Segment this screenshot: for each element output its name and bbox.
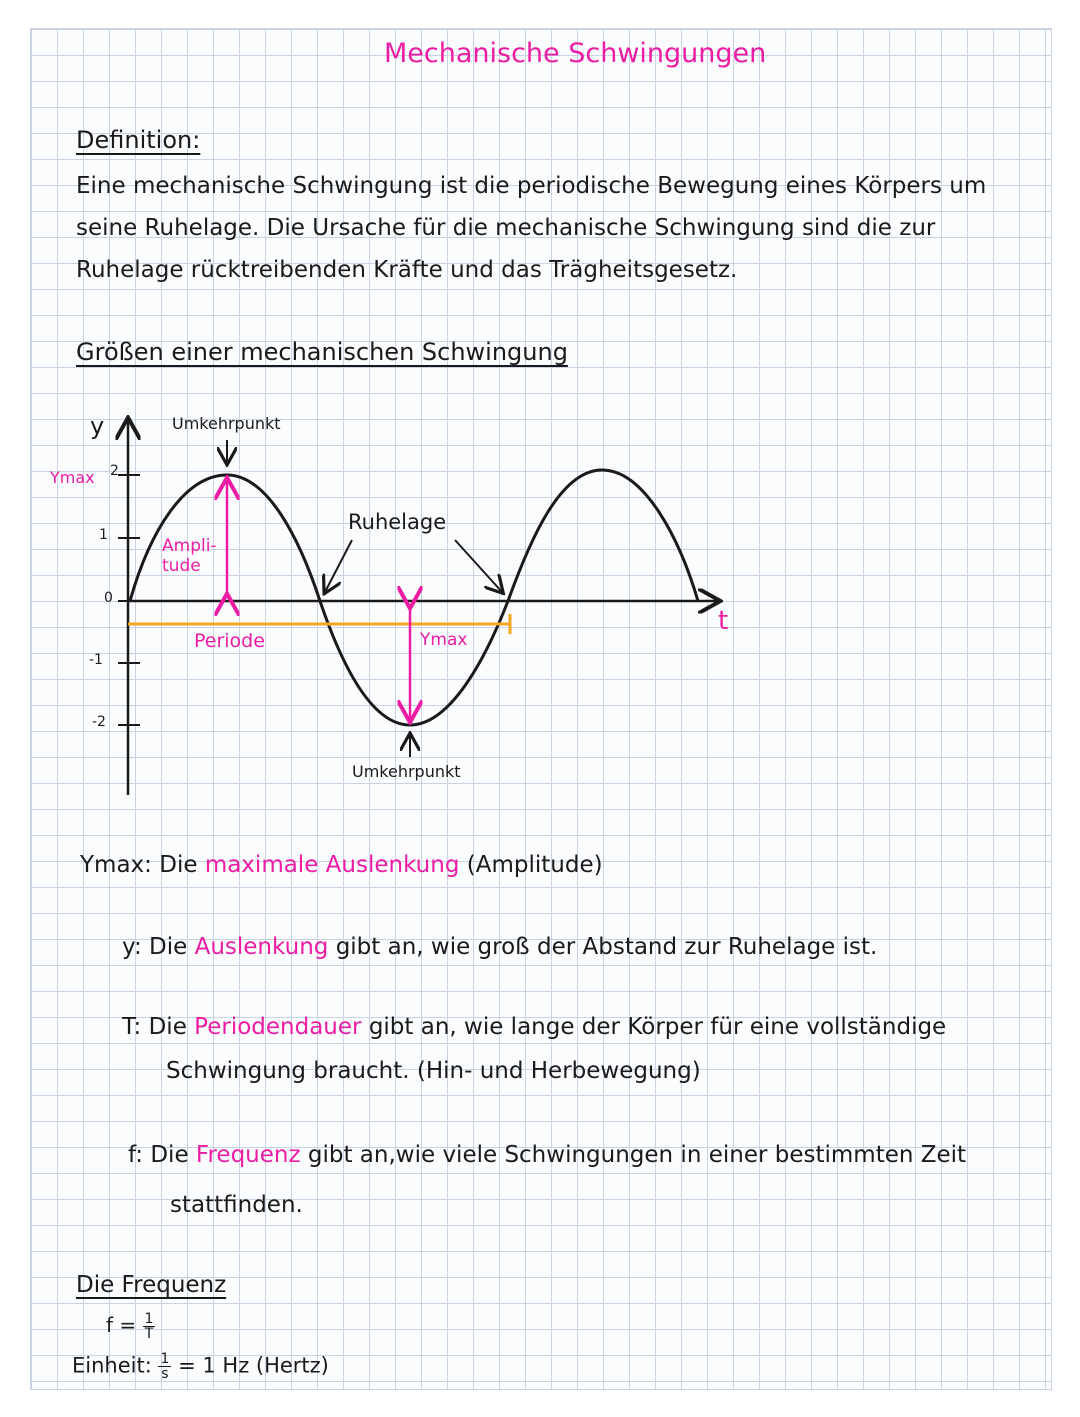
rest-arrow-left xyxy=(325,540,352,592)
frequency-heading: Die Frequenz xyxy=(76,1272,227,1298)
def-f-line-2: stattfinden. xyxy=(170,1192,303,1218)
unit-denominator: s xyxy=(161,1366,169,1382)
def-f xyxy=(128,1142,966,1168)
def-f-symbol: f xyxy=(128,1142,136,1168)
definition-line-2: seine Ruhelage. Die Ursache für die mechanische Schwingung sind die zur xyxy=(76,215,936,241)
amplitude-label-line-2: tude xyxy=(162,556,201,576)
def-f-colon: : xyxy=(135,1142,144,1168)
def-f-post: gibt an,wie viele Schwingungen in einer bestimmten Zeit xyxy=(307,1142,967,1168)
ymax-axis-label: Ymax xyxy=(50,468,95,487)
def-T-pre: Die xyxy=(148,1014,187,1040)
frequency-formula xyxy=(106,1312,155,1341)
def-ymax xyxy=(80,852,603,878)
def-T-post: gibt an, wie lange der Körper für eine vollständige xyxy=(368,1014,947,1040)
unit-numerator: 1 xyxy=(160,1351,170,1367)
def-ymax-pre: Die xyxy=(159,852,198,878)
def-y-highlight: Auslenkung xyxy=(194,934,329,960)
def-ymax-post: (Amplitude) xyxy=(466,852,603,878)
def-T-symbol: T xyxy=(122,1014,134,1040)
def-ymax-symbol: Ymax xyxy=(80,852,145,878)
rest-arrow-right xyxy=(455,540,502,592)
definition-line-1: Eine mechanische Schwingung ist die periodische Bewegung eines Körpers um xyxy=(76,173,987,199)
ymax-diagram-label: Ymax xyxy=(420,630,468,650)
formula-fraction xyxy=(143,1312,156,1341)
tick-label-neg1: -1 xyxy=(89,652,103,668)
tick-label-1: 1 xyxy=(99,527,108,543)
definition-heading: Definition: xyxy=(76,126,201,154)
def-y-post: gibt an, wie groß der Abstand zur Ruhelage ist. xyxy=(335,934,878,960)
tick-label-0: 0 xyxy=(104,590,113,606)
bottom-turning-point-label: Umkehrpunkt xyxy=(352,762,461,781)
formula-lhs: f = xyxy=(106,1313,137,1337)
tick-label-neg2: -2 xyxy=(92,714,106,730)
def-T xyxy=(122,1014,946,1040)
tick-label-2: 2 xyxy=(110,463,119,479)
page-title: Mechanische Schwingungen xyxy=(384,38,767,69)
top-turning-point-label: Umkehrpunkt xyxy=(172,414,281,433)
formula-numerator: 1 xyxy=(144,1311,154,1327)
amplitude-label-line-1: Ampli- xyxy=(162,536,217,556)
def-f-pre: Die xyxy=(150,1142,189,1168)
unit-rest: = 1 Hz (Hertz) xyxy=(178,1353,329,1378)
def-T-line-2: Schwingung braucht. (Hin- und Herbewegung) xyxy=(166,1058,701,1084)
y-axis-label: y xyxy=(90,412,105,440)
unit-fraction xyxy=(158,1352,171,1381)
def-T-highlight: Periodendauer xyxy=(194,1014,362,1040)
unit-line xyxy=(72,1352,329,1381)
rest-position-label: Ruhelage xyxy=(348,510,447,534)
def-f-highlight: Frequenz xyxy=(195,1142,301,1168)
definition-line-3: Ruhelage rücktreibenden Kräfte und das Trägheitsgesetz. xyxy=(76,257,738,283)
def-y-symbol: y xyxy=(122,934,134,960)
def-T-colon: : xyxy=(133,1014,142,1040)
formula-denominator: T xyxy=(144,1326,154,1342)
def-y xyxy=(122,934,877,960)
period-label: Periode xyxy=(194,630,265,652)
def-y-colon: : xyxy=(133,934,142,960)
sizes-heading: Größen einer mechanischen Schwingung xyxy=(76,338,568,366)
def-ymax-colon: : xyxy=(144,852,152,878)
def-y-pre: Die xyxy=(149,934,188,960)
unit-label: Einheit: xyxy=(72,1353,152,1378)
amplitude-label xyxy=(162,536,217,576)
sine-curve xyxy=(130,470,698,725)
x-axis-label: t xyxy=(718,606,729,636)
def-ymax-highlight: maximale Auslenkung xyxy=(204,852,460,878)
